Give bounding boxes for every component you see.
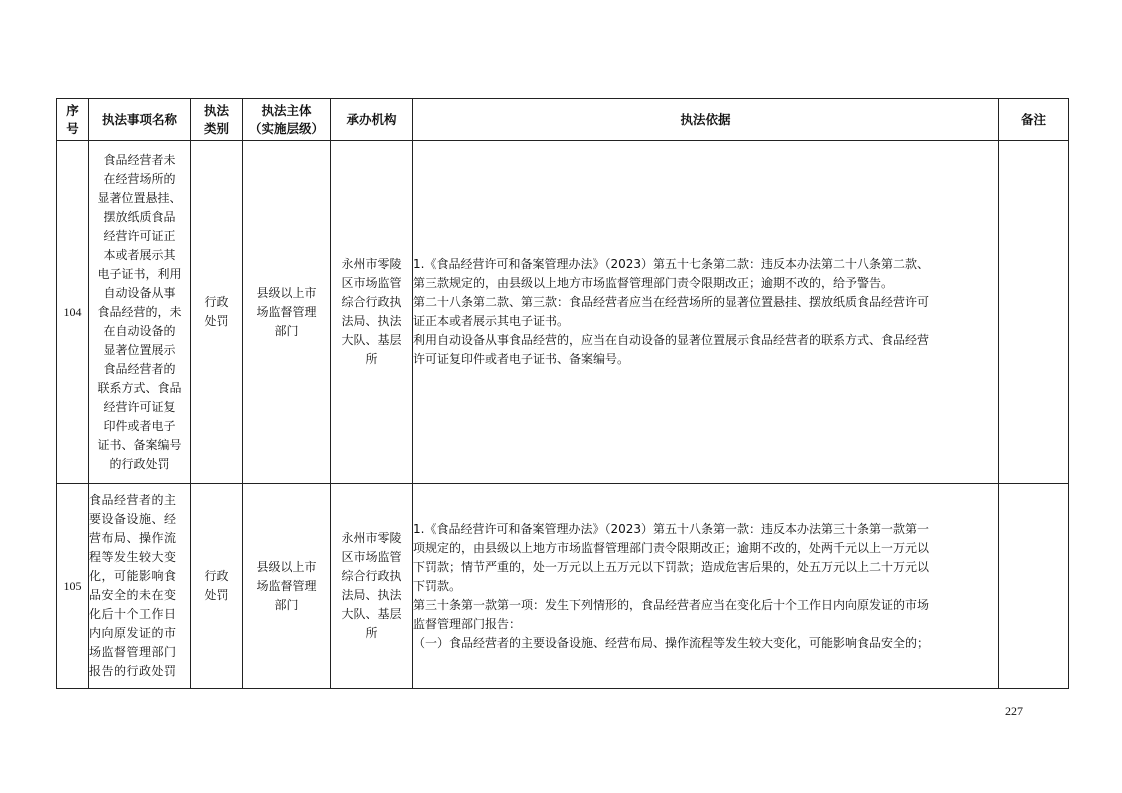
table-row [57,484,1069,689]
header-subject-line: （实施层级） [248,120,324,136]
basis-line: 1.《食品经营许可和备案管理办法》（2023）第五十八条第一款：违反本办法第三十条第一款第一 [413,521,929,536]
row-subject [243,141,331,484]
table-row [57,141,1069,484]
row-remark [999,141,1069,484]
header-seq [57,99,89,141]
agency-line: 永州市零陵 [341,257,402,271]
name-line: 程等发生较大变 [89,550,177,564]
name-line: 显著位置展示 [103,342,176,357]
header-category [191,99,243,141]
category-line: 行政 [204,569,229,583]
row-legal-basis [413,141,999,484]
row-agency [331,484,413,689]
row-subject [243,484,331,689]
row-name [89,141,191,484]
name-line: 电子证书，利用 [97,266,182,281]
basis-line: 许可证复印件或者电子证书、备案编号。 [413,352,630,366]
name-line: 报告的行政处罚 [89,664,177,678]
name-line: 场监督管理部门 [89,645,177,659]
name-line: 食品经营的，未 [97,304,182,319]
basis-line: 利用自动设备从事食品经营的，应当在自动设备的显著位置展示食品经营者的联系方式、食品经营 [413,333,930,347]
name-line: 食品经营者未 [103,152,176,167]
name-line: 联系方式、食品 [97,380,182,395]
name-line: 化，可能影响食 [89,569,177,583]
name-line: 本或者展示其 [103,247,176,262]
name-line: 印件或者电子 [103,418,176,433]
name-line: 摆放纸质食品 [103,209,176,224]
name-line: 食品经营者的 [103,361,176,376]
header-remark: 备注 [999,99,1069,141]
header-category-line: 执法 [203,102,229,118]
basis-line: 第三十条第一款第一项：发生下列情形的，食品经营者应当在变化后十个工作日内向原发证的市场 [413,597,930,612]
row-category [191,141,243,484]
name-line: 证书、备案编号 [97,437,182,452]
name-line: 的行政处罚 [109,456,170,471]
basis-line: 监督管理部门报告： [413,616,522,631]
category-line: 处罚 [204,588,229,602]
basis-line: 项规定的，由县级以上地方市场监督管理部门责令限期改正；逾期不改的，处两千元以上一万元以 [413,540,930,555]
header-basis: 执法依据 [413,99,999,141]
agency-line: 所 [365,352,378,366]
category-line: 行政 [204,295,229,309]
basis-line: 下罚款。 [413,578,462,593]
name-line: 自动设备从事 [103,285,176,300]
header-subject-line: 执法主体 [261,102,312,118]
basis-line: 1.《食品经营许可和备案管理办法》（2023）第五十七条第二款：违反本办法第二十八条第二款、 [413,257,929,271]
agency-line: 法局、执法 [341,314,402,328]
law-enforcement-table [56,98,1069,689]
name-line: 化后十个工作日 [89,607,177,621]
agency-line: 综合行政执 [341,569,402,583]
agency-line: 所 [365,626,378,640]
row-legal-basis [413,484,999,689]
name-line: 在经营场所的 [103,171,176,186]
name-line: 内向原发证的市 [89,626,177,640]
basis-line: 证正本或者展示其电子证书。 [413,314,570,328]
row-agency [331,141,413,484]
name-line: 经营许可证复 [103,399,176,414]
name-line: 显著位置悬挂、 [97,190,182,205]
header-category-line: 类别 [203,120,229,136]
agency-line: 法局、执法 [341,588,402,602]
row-seq: 104 [57,141,89,484]
category-line: 处罚 [204,314,229,328]
subject-line: 县级以上市 [256,559,317,574]
basis-line: 第三款规定的，由县级以上地方市场监督管理部门责令限期改正；逾期不改的，给予警告。 [413,276,894,290]
agency-line: 大队、基层 [341,607,402,621]
name-line: 要设备设施、经 [89,512,177,526]
basis-line: 第二十八条第二款、第三款：食品经营者应当在经营场所的显著位置悬挂、摆放纸质食品经营许可 [413,295,930,309]
agency-line: 区市场监管 [341,550,402,564]
page-number: 227 [1005,704,1023,718]
name-line: 在自动设备的 [103,323,176,338]
row-category [191,484,243,689]
header-seq-line: 序 [66,102,79,118]
name-line: 品安全的未在变 [89,588,177,602]
header-subject [243,99,331,141]
subject-line: 场监督管理 [256,578,317,593]
row-seq: 105 [57,484,89,689]
header-seq-line: 号 [66,120,79,136]
subject-line: 场监督管理 [256,304,317,319]
name-line: 食品经营者的主 [89,493,177,507]
subject-line: 县级以上市 [256,285,317,300]
basis-line: 下罚款；情节严重的，处一万元以上五万元以下罚款；造成危害后果的，处五万元以上二十万元以 [413,559,930,574]
header-row [57,99,1069,141]
name-line: 经营许可证正 [103,228,176,243]
header-agency: 承办机构 [331,99,413,141]
header-name: 执法事项名称 [89,99,191,141]
name-line: 营布局、操作流 [89,531,177,545]
row-name [89,484,191,689]
agency-line: 大队、基层 [341,333,402,347]
agency-line: 区市场监管 [341,276,402,290]
basis-line: （一）食品经营者的主要设备设施、经营布局、操作流程等发生较大变化，可能影响食品安全的； [413,635,930,650]
agency-line: 综合行政执 [341,295,402,309]
agency-line: 永州市零陵 [341,531,402,545]
subject-line: 部门 [274,597,299,612]
subject-line: 部门 [274,323,299,338]
row-remark [999,484,1069,689]
